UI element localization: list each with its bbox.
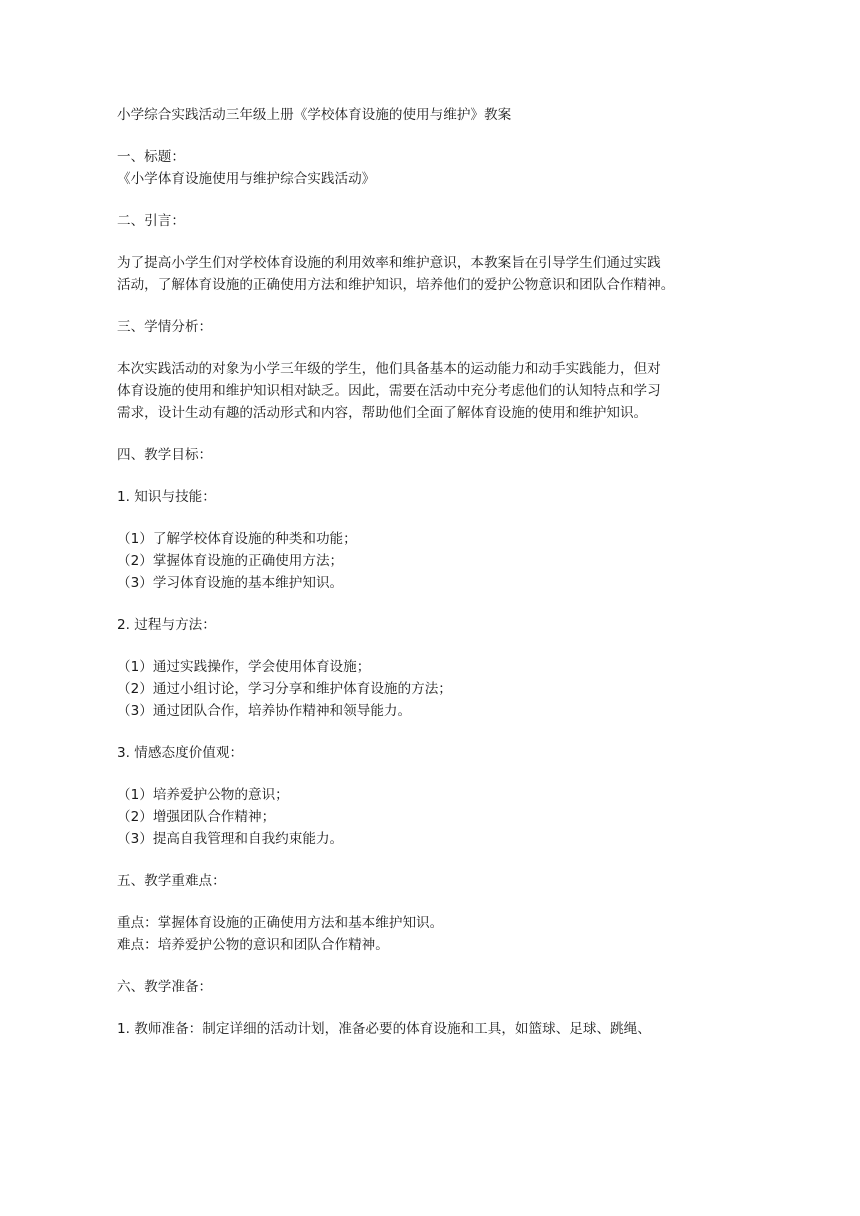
list-item: （1）了解学校体育设施的种类和功能；: [117, 531, 357, 547]
list-item: （3）提高自我管理和自我约束能力。: [117, 831, 344, 847]
subheading-values: 3. 情感态度价值观：: [117, 745, 244, 761]
list-item: 1. 教师准备：制定详细的活动计划，准备必要的体育设施和工具，如篮球、足球、跳绳、: [117, 1021, 651, 1037]
section-heading-keypoints: 五、教学重难点：: [117, 873, 226, 889]
list-item: （2）掌握体育设施的正确使用方法；: [117, 553, 344, 569]
subheading-process: 2. 过程与方法：: [117, 617, 216, 633]
section-heading-intro: 二、引言：: [117, 213, 185, 229]
document-title: 小学综合实践活动三年级上册《学校体育设施的使用与维护》教案: [117, 107, 512, 123]
list-item: （3）通过团队合作，培养协作精神和领导能力。: [117, 703, 412, 719]
paragraph-line: 活动，了解体育设施的正确使用方法和维护知识，培养他们的爱护公物意识和团队合作精神。: [117, 277, 675, 293]
list-item: 重点：掌握体育设施的正确使用方法和基本维护知识。: [117, 915, 444, 931]
intro-paragraph: [117, 252, 742, 296]
section-heading-preparation: 六、教学准备：: [117, 979, 213, 995]
list-item: （2）增强团队合作精神；: [117, 809, 276, 825]
paragraph-line: 需求，设计生动有趣的活动形式和内容，帮助他们全面了解体育设施的使用和维护知识。: [117, 405, 648, 421]
list-item: （2）通过小组讨论，学习分享和维护体育设施的方法；: [117, 681, 452, 697]
analysis-paragraph: [117, 358, 742, 424]
paragraph-line: 体育设施的使用和维护知识相对缺乏。因此，需要在活动中充分考虑他们的认知特点和学习: [117, 383, 661, 399]
section-text-title: 《小学体育设施使用与维护综合实践活动》: [117, 171, 376, 187]
paragraph-line: 本次实践活动的对象为小学三年级的学生，他们具备基本的运动能力和动手实践能力，但对: [117, 361, 661, 377]
section-heading-analysis: 三、学情分析：: [117, 319, 213, 335]
paragraph-line: 为了提高小学生们对学校体育设施的利用效率和维护意识，本教案旨在引导学生们通过实践: [117, 255, 661, 271]
document-body: [117, 104, 742, 1040]
subheading-knowledge: 1. 知识与技能：: [117, 489, 216, 505]
list-item: 难点：培养爱护公物的意识和团队合作精神。: [117, 937, 389, 953]
section-heading-goals: 四、教学目标：: [117, 447, 213, 463]
list-item: （1）培养爱护公物的意识；: [117, 787, 289, 803]
section-heading-title: 一、标题：: [117, 149, 185, 165]
list-item: （3）学习体育设施的基本维护知识。: [117, 575, 344, 591]
list-item: （1）通过实践操作，学会使用体育设施；: [117, 659, 371, 675]
